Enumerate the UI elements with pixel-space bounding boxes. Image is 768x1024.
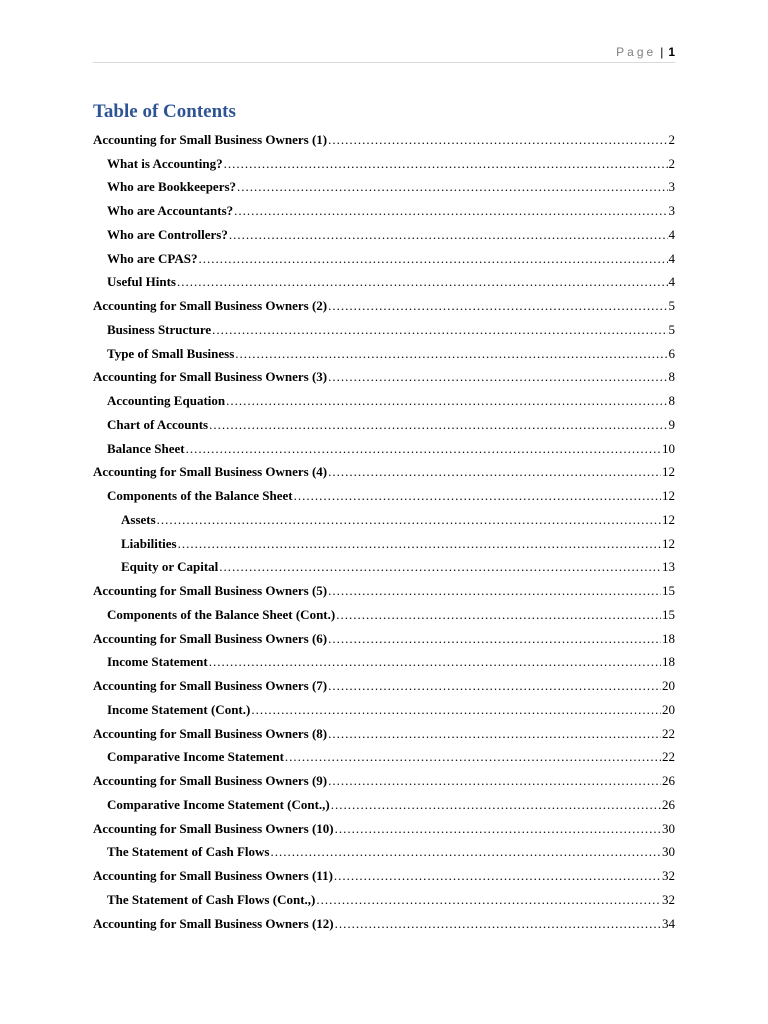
- toc-entry-page-number[interactable]: 10: [662, 440, 675, 456]
- toc-entry-page-number[interactable]: 20: [662, 701, 675, 717]
- dot-leader: [334, 868, 661, 883]
- page-header: [93, 42, 675, 63]
- dot-leader: [271, 844, 662, 859]
- toc-entry-level-2[interactable]: [93, 741, 675, 765]
- dot-leader: [328, 132, 667, 147]
- toc-entry-page-number[interactable]: 12: [662, 488, 675, 503]
- toc-entry-level-1[interactable]: [93, 717, 675, 741]
- dot-leader: [328, 298, 667, 313]
- dot-leader: [316, 892, 661, 907]
- dot-leader: [336, 607, 661, 622]
- toc-title: Table of Contents: [93, 101, 236, 122]
- toc-entry-level-2[interactable]: [93, 432, 675, 456]
- toc-entry-page-number[interactable]: 12: [662, 535, 675, 551]
- toc-entry-label[interactable]: Liabilities: [121, 535, 177, 551]
- toc-entry-level-2[interactable]: [93, 147, 675, 171]
- toc-entry-label[interactable]: Who are Controllers?: [107, 226, 228, 242]
- toc-entry-label[interactable]: What is Accounting?: [107, 155, 223, 171]
- toc-entry-page-number[interactable]: 22: [662, 725, 675, 741]
- toc-entry-page-number[interactable]: 2: [668, 131, 675, 147]
- toc-entry-label[interactable]: Accounting for Small Business Owners (5): [93, 583, 328, 598]
- toc-entry-page-number[interactable]: 3: [668, 179, 675, 195]
- toc-entry-label[interactable]: Who are Accountants?: [107, 203, 234, 218]
- toc-entry-level-2[interactable]: [93, 194, 675, 218]
- toc-entry-level-3[interactable]: [93, 527, 675, 551]
- toc-entry-label[interactable]: Accounting for Small Business Owners (12): [93, 915, 334, 931]
- dot-leader: [328, 369, 667, 384]
- toc-entry-level-2[interactable]: [93, 598, 675, 622]
- dot-leader: [328, 726, 661, 741]
- toc-entry-label[interactable]: Equity or Capital: [121, 559, 219, 575]
- toc-entry-page-number[interactable]: 22: [662, 749, 675, 765]
- toc-entry-page-number[interactable]: 5: [668, 321, 675, 337]
- toc-entry-level-1[interactable]: [93, 669, 675, 693]
- toc-entry-level-2[interactable]: [93, 171, 675, 195]
- dot-leader: [328, 678, 661, 693]
- toc-entry-level-1[interactable]: [93, 764, 675, 788]
- toc-entry-level-2[interactable]: [93, 408, 675, 432]
- toc-entry-label[interactable]: Type of Small Business: [107, 345, 235, 361]
- dot-leader: [335, 821, 661, 836]
- toc-entry-level-2[interactable]: [93, 479, 675, 503]
- toc-entry-label[interactable]: Useful Hints: [107, 274, 176, 290]
- toc-entry-page-number[interactable]: 34: [662, 915, 675, 931]
- toc-entry-label[interactable]: Components of the Balance Sheet: [107, 488, 293, 503]
- toc-entry-page-number[interactable]: 12: [662, 464, 675, 480]
- dot-leader: [251, 702, 661, 717]
- toc-entry-page-number[interactable]: 4: [668, 226, 675, 242]
- toc-entry-page-number[interactable]: 8: [668, 369, 675, 385]
- toc-entry-label[interactable]: Accounting for Small Business Owners (11): [93, 868, 333, 883]
- toc-entry-level-2[interactable]: [93, 693, 675, 717]
- toc-entry-label[interactable]: Chart of Accounts: [107, 416, 209, 432]
- dot-leader: [234, 203, 667, 218]
- toc-entry-level-1[interactable]: [93, 812, 675, 836]
- toc-entry-page-number[interactable]: 12: [662, 511, 675, 527]
- toc-entry-page-number[interactable]: 13: [662, 559, 675, 575]
- toc-entry-page-number[interactable]: 5: [668, 298, 675, 313]
- toc-entry-page-number[interactable]: 3: [668, 203, 675, 218]
- toc-entry-page-number[interactable]: 26: [662, 796, 675, 812]
- toc-entry-label[interactable]: Accounting Equation: [107, 393, 226, 408]
- toc-entry-level-2[interactable]: [93, 384, 675, 408]
- toc-entry-page-number[interactable]: 32: [662, 891, 675, 907]
- toc-entry-label[interactable]: The Statement of Cash Flows: [107, 844, 270, 860]
- toc-entry-label[interactable]: Accounting for Small Business Owners (4): [93, 464, 328, 480]
- toc-entry-label[interactable]: Income Statement: [107, 654, 208, 670]
- toc-entry-page-number[interactable]: 2: [668, 155, 675, 171]
- dot-leader: [229, 227, 668, 242]
- dot-leader: [224, 156, 668, 171]
- toc-entry-page-number[interactable]: 15: [662, 583, 675, 598]
- dot-leader: [209, 654, 661, 669]
- toc-entry-label[interactable]: Who are CPAS?: [107, 250, 198, 266]
- toc-entry-label[interactable]: Business Structure: [107, 321, 212, 337]
- dot-leader: [294, 488, 661, 503]
- toc-entry-level-2[interactable]: [93, 883, 675, 907]
- toc-entry-level-1[interactable]: [93, 289, 675, 313]
- dot-leader: [331, 797, 661, 812]
- toc-entry-page-number[interactable]: 4: [668, 250, 675, 266]
- toc-entry-label[interactable]: Accounting for Small Business Owners (7): [93, 678, 328, 693]
- page-separator: |: [660, 45, 664, 59]
- toc-entry-level-2[interactable]: [93, 788, 675, 812]
- toc-entry-level-1[interactable]: [93, 123, 675, 147]
- dot-leader: [209, 417, 667, 432]
- dot-leader: [219, 559, 661, 574]
- toc-entry-page-number[interactable]: 8: [668, 393, 675, 408]
- toc-entry-label[interactable]: Who are Bookkeepers?: [107, 179, 237, 195]
- toc-entry-label[interactable]: Accounting for Small Business Owners (9): [93, 773, 328, 788]
- toc-entry-level-2[interactable]: [93, 218, 675, 242]
- dot-leader: [177, 274, 668, 289]
- page-word: Page: [616, 45, 657, 59]
- toc-entry-level-1[interactable]: [93, 361, 675, 385]
- toc-entry-level-1[interactable]: [93, 456, 675, 480]
- dot-leader: [212, 322, 667, 337]
- page-number: 1: [668, 45, 675, 59]
- dot-leader: [157, 512, 661, 527]
- dot-leader: [226, 393, 667, 408]
- toc-entry-page-number[interactable]: 30: [662, 844, 675, 860]
- toc-list: [93, 123, 675, 931]
- dot-leader: [328, 464, 661, 479]
- toc-entry-label[interactable]: Accounting for Small Business Owners (6): [93, 630, 328, 646]
- toc-entry-level-1[interactable]: [93, 622, 675, 646]
- toc-entry-level-1[interactable]: [93, 907, 675, 931]
- toc-entry-label[interactable]: Assets: [121, 511, 156, 527]
- toc-entry-page-number[interactable]: 9: [668, 416, 675, 432]
- toc-entry-label[interactable]: Accounting for Small Business Owners (1): [93, 131, 328, 147]
- toc-entry-level-2[interactable]: [93, 313, 675, 337]
- dot-leader: [237, 179, 667, 194]
- toc-entry-level-3[interactable]: [93, 503, 675, 527]
- toc-entry-level-2[interactable]: [93, 836, 675, 860]
- dot-leader: [328, 773, 661, 788]
- dot-leader: [328, 583, 661, 598]
- toc-entry-level-1[interactable]: [93, 574, 675, 598]
- toc-entry-page-number[interactable]: 32: [662, 868, 675, 883]
- toc-entry-label[interactable]: The Statement of Cash Flows (Cont.,): [107, 891, 316, 907]
- toc-entry-page-number[interactable]: 6: [668, 345, 675, 361]
- toc-entry-level-2[interactable]: [93, 337, 675, 361]
- toc-entry-label[interactable]: Income Statement (Cont.): [107, 701, 251, 717]
- dot-leader: [199, 251, 668, 266]
- toc-entry-level-3[interactable]: [93, 551, 675, 575]
- dot-leader: [178, 536, 661, 551]
- dot-leader: [186, 441, 661, 456]
- toc-entry-page-number[interactable]: 18: [662, 630, 675, 646]
- toc-entry-label[interactable]: Components of the Balance Sheet (Cont.): [107, 606, 336, 622]
- toc-entry-page-number[interactable]: 4: [668, 274, 675, 290]
- toc-entry-page-number[interactable]: 18: [662, 654, 675, 670]
- toc-entry-label[interactable]: Accounting for Small Business Owners (3): [93, 369, 328, 385]
- toc-entry-label[interactable]: Comparative Income Statement (Cont.,): [107, 796, 330, 812]
- toc-entry-label[interactable]: Accounting for Small Business Owners (10): [93, 820, 334, 836]
- toc-entry-level-2[interactable]: [93, 266, 675, 290]
- dot-leader: [335, 916, 661, 931]
- toc-entry-label[interactable]: Accounting for Small Business Owners (8): [93, 725, 328, 741]
- toc-entry-label[interactable]: Accounting for Small Business Owners (2): [93, 298, 328, 313]
- toc-entry-page-number[interactable]: 26: [662, 773, 675, 788]
- toc-entry-page-number[interactable]: 30: [662, 820, 675, 836]
- dot-leader: [235, 346, 667, 361]
- toc-entry-label[interactable]: Balance Sheet: [107, 440, 185, 456]
- toc-entry-level-1[interactable]: [93, 859, 675, 883]
- toc-entry-page-number[interactable]: 15: [662, 606, 675, 622]
- dot-leader: [285, 749, 661, 764]
- toc-entry-level-2[interactable]: [93, 646, 675, 670]
- toc-entry-level-2[interactable]: [93, 242, 675, 266]
- toc-entry-label[interactable]: Comparative Income Statement: [107, 749, 284, 765]
- dot-leader: [328, 631, 661, 646]
- toc-entry-page-number[interactable]: 20: [662, 678, 675, 693]
